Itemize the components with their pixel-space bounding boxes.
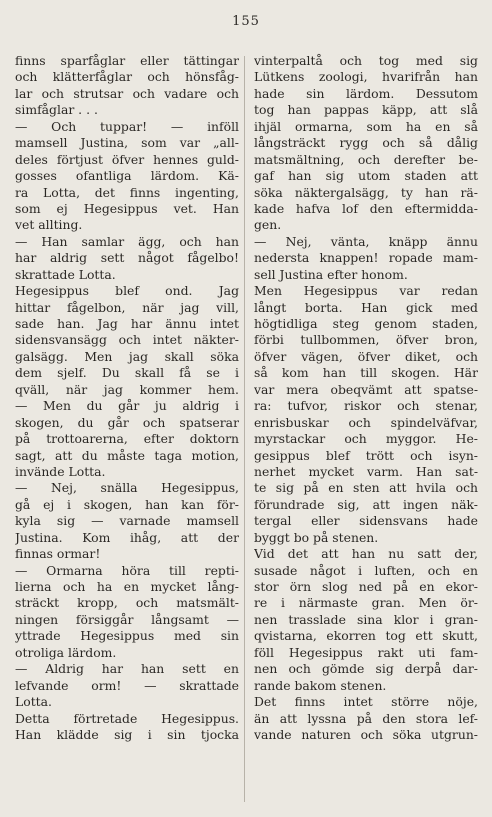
text-line: än att lyssna på den stora lef- bbox=[254, 710, 478, 726]
text-line: Justina. Kom ihåg, att der bbox=[15, 529, 239, 545]
text-line: kade hafva lof den eftermidda- bbox=[254, 200, 478, 216]
text-line: på trottoarerna, efter doktorn bbox=[15, 431, 239, 447]
text-line: var mera obeqvämt att spatse- bbox=[254, 381, 478, 397]
text-line: Men Hegesippus var redan bbox=[254, 283, 478, 299]
text-column-left bbox=[15, 53, 239, 743]
page-number: 155 bbox=[232, 14, 260, 29]
text-line: yttrade Hegesippus med sin bbox=[15, 628, 239, 644]
text-line: söka näktergalsägg, ty han rä- bbox=[254, 184, 478, 200]
text-line: — Och tuppar! — inföll bbox=[15, 118, 239, 134]
text-line: gosses ofantliga lärdom. Kä- bbox=[15, 168, 239, 184]
text-line: — Han samlar ägg, och han bbox=[15, 233, 239, 249]
text-line: te sig på en sten att hvila och bbox=[254, 480, 478, 496]
column-divider bbox=[244, 56, 245, 802]
text-line: Lotta. bbox=[15, 694, 52, 710]
text-line: långt borta. Han gick med bbox=[254, 299, 478, 315]
text-line: har aldrig sett något fågelbo! bbox=[15, 250, 239, 266]
text-line: Det finns intet större nöje, bbox=[254, 694, 478, 710]
text-line: tergal eller sidensvans hade bbox=[254, 513, 478, 529]
text-line: hittar fågelbon, när jag vill, bbox=[15, 299, 239, 315]
text-line: tog han pappas käpp, att slå bbox=[254, 102, 478, 118]
text-line: galsägg. Men jag skall söka bbox=[15, 348, 239, 364]
text-line: Lütkens zoologi, hvarifrån han bbox=[254, 69, 478, 85]
text-line: enrisbuskar och spindelväfvar, bbox=[254, 414, 478, 430]
text-line: — Ormarna höra till repti- bbox=[15, 562, 239, 578]
text-line: rande bakom stenen. bbox=[254, 677, 387, 693]
text-line: finns sparfåglar eller tättingar bbox=[15, 53, 239, 68]
text-line: Han klädde sig i sin tjocka bbox=[15, 726, 239, 742]
text-line: deles förtjust öfver hennes guld- bbox=[15, 151, 239, 167]
text-line: lefvande orm! — skrattade bbox=[15, 677, 239, 693]
text-line: föll Hegesippus rakt uti fam- bbox=[254, 644, 478, 660]
text-line: sagt, att du måste taga motion, bbox=[15, 447, 239, 463]
text-line: mamsell Justina, som var „all- bbox=[15, 135, 239, 151]
text-line: förbi tullbommen, öfver bron, bbox=[254, 332, 478, 348]
text-line: vande naturen och söka utgrun- bbox=[254, 726, 478, 742]
text-line: som ej Hegesippus vet. Han bbox=[15, 200, 239, 216]
text-line: invände Lotta. bbox=[15, 463, 106, 479]
text-line: gaf han sig utom staden att bbox=[254, 168, 478, 184]
text-line: nen trasslade sina klor i gran- bbox=[254, 611, 478, 627]
text-line: ningen försiggår långsamt — bbox=[15, 611, 239, 627]
text-line: skogen, du går och spatserar bbox=[15, 414, 239, 430]
text-line: — Men du går ju aldrig i bbox=[15, 398, 239, 414]
text-line: Vid det att han nu satt der, bbox=[254, 546, 478, 562]
text-line: stor örn slog ned på en ekor- bbox=[254, 579, 478, 594]
text-line: byggt bo på stenen. bbox=[254, 529, 379, 545]
text-line: dem sjelf. Du skall få se i bbox=[15, 365, 239, 381]
text-line: gå ej i skogen, han kan för- bbox=[15, 496, 239, 512]
text-line: — Aldrig har han sett en bbox=[15, 661, 239, 677]
text-line: nerhet mycket varm. Han sat- bbox=[254, 463, 478, 479]
text-line: och klätterfåglar och hönsfåg- bbox=[15, 69, 239, 85]
text-line: ra Lotta, det finns ingenting, bbox=[15, 184, 239, 200]
text-line: ihjäl ormarna, som ha en så bbox=[254, 118, 478, 134]
text-line: ra: tufvor, riskor och stenar, bbox=[254, 398, 478, 414]
text-line: re i närmaste gran. Men ör- bbox=[254, 595, 478, 611]
text-line: lar och strutsar och vadare och bbox=[15, 85, 239, 101]
text-column-right bbox=[254, 53, 478, 743]
text-line: sell Justina efter honom. bbox=[254, 266, 408, 282]
text-line: gen. bbox=[254, 217, 282, 233]
text-line: sade han. Jag har ännu intet bbox=[15, 316, 239, 331]
text-line: hade sin lärdom. Dessutom bbox=[254, 85, 478, 101]
text-line: så kom han till skogen. Här bbox=[254, 365, 478, 381]
text-line: lierna och ha en mycket lång- bbox=[15, 579, 239, 594]
text-line: långsträckt rygg och så dålig bbox=[254, 135, 478, 151]
text-line: sidensvansägg och intet näkter- bbox=[15, 332, 239, 348]
text-line: otroliga lärdom. bbox=[15, 644, 117, 660]
text-line: — Nej, vänta, knäpp ännu bbox=[254, 233, 478, 249]
text-line: Hegesippus blef ond. Jag bbox=[15, 283, 239, 299]
text-line: kyla sig — varnade mamsell bbox=[15, 513, 239, 529]
text-line: myrstackar och myggor. He- bbox=[254, 431, 478, 447]
text-line: förundrade sig, att ingen näk- bbox=[254, 496, 478, 512]
text-line: skrattade Lotta. bbox=[15, 266, 116, 282]
text-line: — Nej, snälla Hegesippus, bbox=[15, 480, 239, 496]
text-line: simfåglar . . . bbox=[15, 102, 98, 118]
text-line: finnas ormar! bbox=[15, 546, 101, 562]
text-line: qvistarna, ekorren tog ett skutt, bbox=[254, 628, 478, 644]
text-line: vet allting. bbox=[15, 217, 83, 233]
text-line: matsmältning, och derefter be- bbox=[254, 151, 478, 167]
text-line: sträckt kropp, och matsmält- bbox=[15, 595, 239, 611]
text-line: susade något i luften, och en bbox=[254, 562, 478, 578]
text-line: öfver vägen, öfver diket, och bbox=[254, 348, 478, 364]
text-line: högtidliga steg genom staden, bbox=[254, 316, 478, 331]
text-line: gesippus blef trött och isyn- bbox=[254, 447, 478, 463]
text-line: nedersta knappen! ropade mam- bbox=[254, 250, 478, 266]
text-line: nen och gömde sig derpå dar- bbox=[254, 661, 478, 677]
text-line: Detta förtretade Hegesippus. bbox=[15, 710, 239, 726]
text-line: qväll, när jag kommer hem. bbox=[15, 381, 239, 397]
text-line: vinterpaltå och tog med sig bbox=[254, 53, 478, 68]
